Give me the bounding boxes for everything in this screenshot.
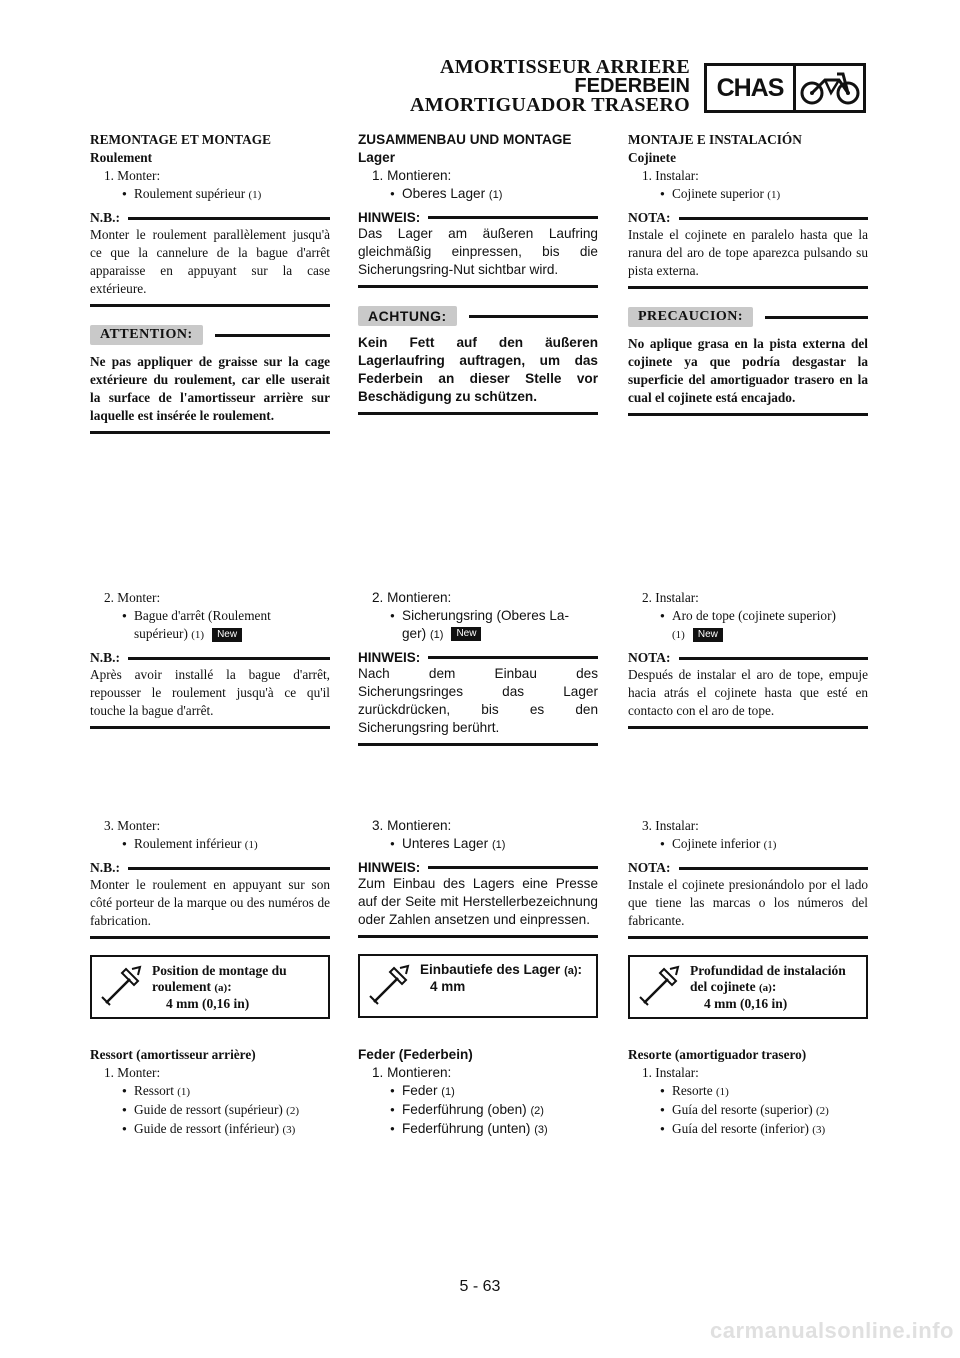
spring-fr: Ressort (amortisseur arrière) 1. Monter: ● Ressort (1) ● Guide de ressort (supérieur) (2) ● Guide de ressort (inférieur) (3) xyxy=(90,1046,330,1139)
step-2-de: 2. Montieren: ● Sicherungsring (Oberes La- ger) (1) New HINWEIS: Nach dem Einbau des Sicherungsringes das Lager zurückdrücken, bis es den Sicherungsring berührt. xyxy=(358,589,598,746)
ref-num: (1) xyxy=(248,189,262,201)
step-1-item: ● Roulement supérieur (1) xyxy=(90,185,330,204)
motorcycle-icon xyxy=(796,66,863,110)
section-badge xyxy=(704,63,866,113)
wrench-icon xyxy=(360,956,420,1016)
step-2-fr: 2. Monter: ● Bague d'arrêt (Roulement supérieur) (1) New N.B.: Après avoir installé la bague d'arrêt, repousser le roulement jusqu'à ce qu'il touche la bague d'arrêt. xyxy=(90,589,330,729)
new-badge: New xyxy=(693,628,723,642)
section-title: REMONTAGE ET MONTAGE xyxy=(90,132,272,147)
spec-box: Einbautiefe des Lager (a): 4 mm xyxy=(358,954,598,1018)
step-3-fr: 3. Monter: ● Roulement inférieur (1) N.B.: Monter le roulement en appuyant sur son côté porteur de la marque ou des numéros de fabrication. Position de montage du roulement (a): 4 mm (0,16 in) xyxy=(90,817,330,1019)
section-bearing-de: ZUSAMMENBAU UND MONTAGE Lager 1. Montieren: ● Oberes Lager (1) HINWEIS: Das Lager am äußeren Laufring gleichmäßig einpressen, bis die Sicherungsring-Nut sichtbar wird. ACHTUNG: Kein Fett auf den äußeren Lagerlaufring auftragen, um das Federbein an dieser Stelle vor Beschädigung zu schützen. xyxy=(358,131,598,415)
new-badge: New xyxy=(212,628,242,642)
section-bearing-fr xyxy=(90,131,330,434)
watermark: carmanualsonline.info xyxy=(710,1318,954,1343)
warning-text: Ne pas appliquer de graisse sur la cage extérieure du roulement, car elle userait la surface de l'amortisseur arrière sur laquelle est insérée le roulement. xyxy=(90,354,330,423)
spec-box: Profundidad de instalación del cojinete (a): 4 mm (0,16 in) xyxy=(628,955,868,1019)
note-header: N.B.: xyxy=(90,210,330,226)
step-3-es: 3. Instalar: ● Cojinete inferior (1) NOTA: Instale el cojinete presionándolo por el lado que tiene las marcas o los números del fabricante. Profundidad de instalación del cojinete (a): 4 mm (0,16 in) xyxy=(628,817,868,1019)
spring-es: Resorte (amortiguador trasero) 1. Instalar: ● Resorte (1) ● Guía del resorte (superior) (2) ● Guía del resorte (inferior) (3) xyxy=(628,1046,868,1139)
wrench-icon xyxy=(92,957,152,1017)
step-2-es: 2. Instalar: ● Aro de tope (cojinete superior) (1) New NOTA: Después de instalar el aro de tope, empuje hacia atrás el cojinete hasta que esté en contacto con el aro de tope. xyxy=(628,589,868,729)
section-label: CHAS xyxy=(707,66,796,110)
step-1: 1. Monter: xyxy=(104,168,161,183)
spring-de: Feder (Federbein) 1. Montieren: ● Feder (1) ● Federführung (oben) (2) ● Federführung (unten) (3) xyxy=(358,1046,598,1139)
header-title-es: AMORTIGUADOR TRASERO xyxy=(410,94,690,116)
spec-box: Position de montage du roulement (a): 4 mm (0,16 in) xyxy=(90,955,330,1019)
wrench-icon xyxy=(630,957,690,1017)
header-title-de: FEDERBEIN xyxy=(574,75,690,97)
warning-header: ATTENTION: xyxy=(90,325,330,345)
section-bearing-es: MONTAJE E INSTALACIÓN Cojinete 1. Instalar: ● Cojinete superior (1) NOTA: Instale el cojinete en paralelo hasta que la ranura del aro de tope aparezca pulsando su pista externa. PRECAUCION: No aplique grasa en la pista externa del cojinete ya que podría desgastar la superficie del amortiguador trasero en la cual el cojinete está encajado. xyxy=(628,131,868,416)
new-badge: New xyxy=(451,627,481,641)
section-subtitle: Roulement xyxy=(90,150,153,165)
step-3-de: 3. Montieren: ● Unteres Lager (1) HINWEIS: Zum Einbau des Lagers eine Presse auf der Seite mit Herstellerbezeichnung oder Zahlen ansetzen und einpressen. Einbautiefe des Lager (a): 4 mm xyxy=(358,817,598,1018)
page-number: 5 - 63 xyxy=(459,1278,501,1295)
header-title-fr: AMORTISSEUR ARRIERE xyxy=(439,56,690,78)
note-text: Monter le roulement parallèlement jusqu'à ce que la cannelure de la bague d'arrêt apparaisse en appuyant sur la case extérieure. xyxy=(90,227,330,296)
